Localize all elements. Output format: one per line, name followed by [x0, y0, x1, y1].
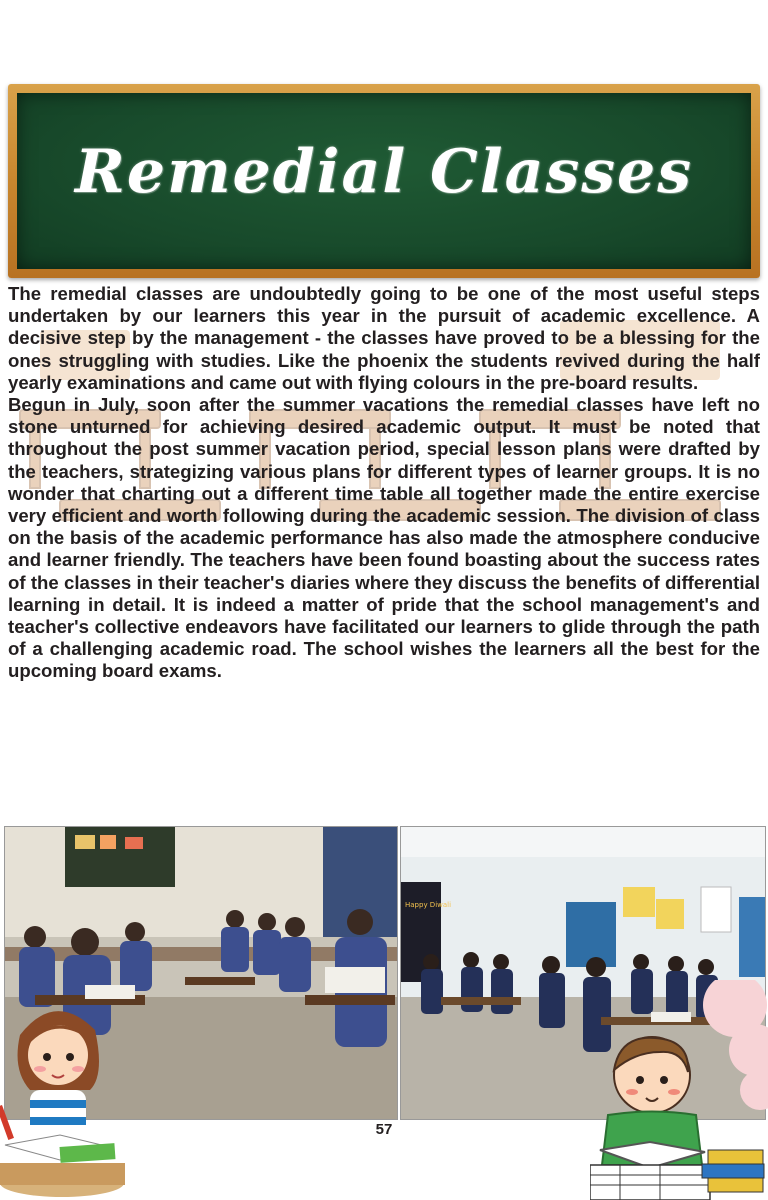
chalkboard-header — [8, 84, 760, 278]
page-number: 57 — [375, 1121, 393, 1138]
reading-girl-illustration — [0, 995, 135, 1200]
article-paragraph: Begun in July, soon after the summer vacations the remedial classes have left no stone unturned for achieving desired academic output. It must be noted that throughout the post summer vacation period, special lesson plans were drafted by the teachers, strategizing various plans for different types of learner groups. It is no wonder that charting out a different time table all together made the entire exercise very efficient and worth following during the academic session. The division of class on the basis of the academic performance has also made the atmosphere conducive and learner friendly. The teachers have been found boasting about the success rates of the classes in their teacher's diaries where they discuss the benefits of differential learning in detail. It is indeed a matter of pride that the school management's and teacher's collective endeavors have facilitated our learners to glide through the path of a challenging academic road. The school wishes the learners all the best for the upcoming board exams. — [8, 394, 760, 682]
article-paragraph: The remedial classes are undoubtedly going to be one of the most useful steps undertaken by our learners this year in the pursuit of academic excellence. A decisive step by the management - the classes have proved to be a blessing for the ones struggling with studies. Like the phoenix the students revived during the half yearly examinations and came out with flying colours in the pre-board results. — [8, 283, 760, 393]
chalkboard-surface — [17, 93, 751, 269]
reading-boy-illustration — [590, 980, 768, 1200]
board-text: Happy Diwali — [405, 901, 452, 909]
page-title: Remedial Classes — [75, 137, 693, 207]
article-body — [8, 283, 760, 683]
